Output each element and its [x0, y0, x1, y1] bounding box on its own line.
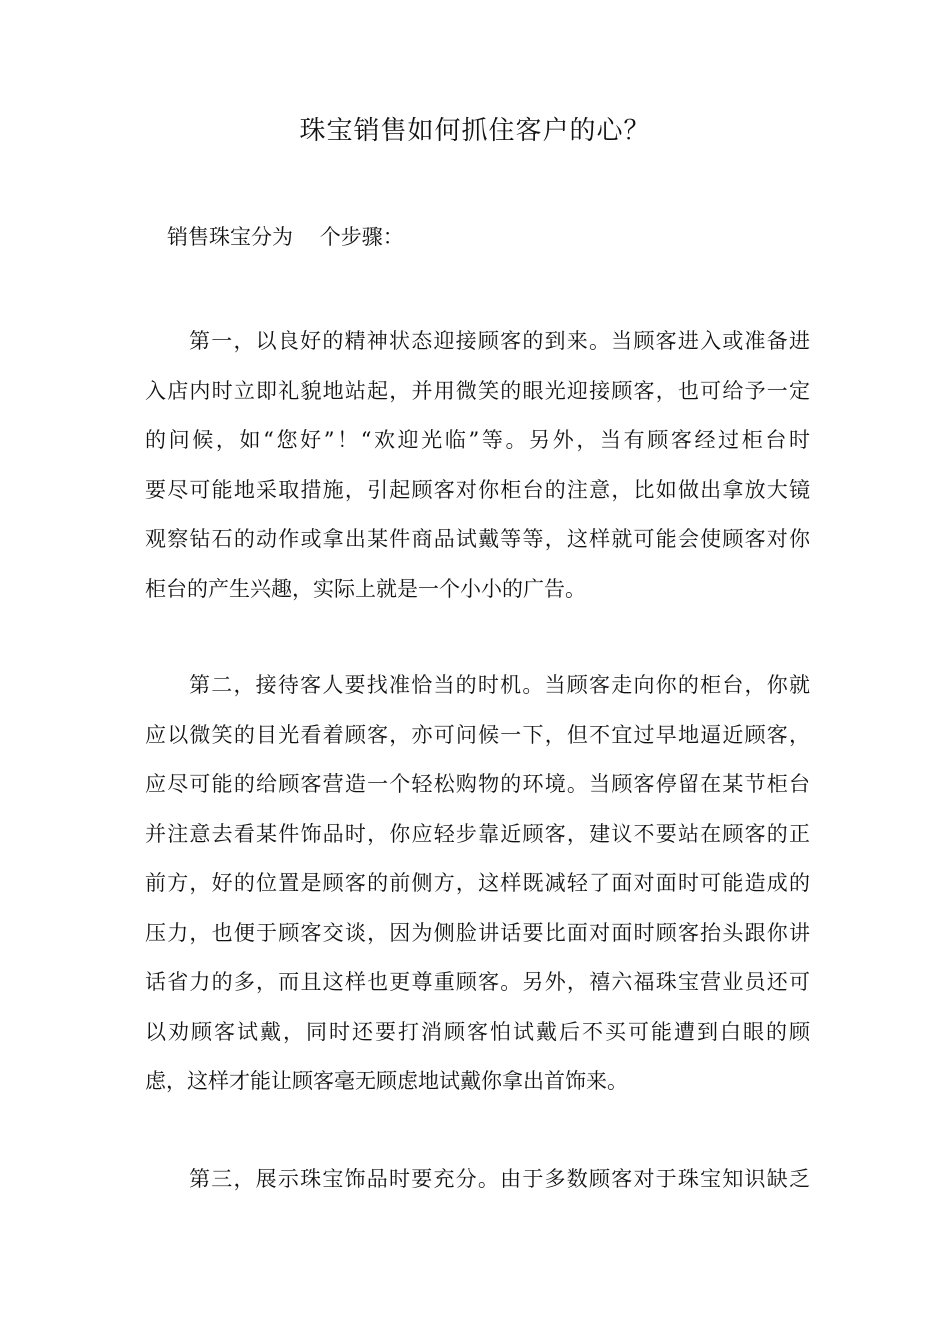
- paragraph-line: 以劝顾客试戴，同时还要打消顾客怕试戴后不买可能遭到白眼的顾: [145, 1019, 810, 1044]
- paragraph-line: 前方，好的位置是顾客的前侧方，这样既减轻了面对面时可能造成的: [145, 871, 810, 895]
- paragraph-line: 压力，也便于顾客交谈，因为侧脸讲话要比面对面时顾客抬头跟你讲: [145, 920, 810, 945]
- paragraph-2: [145, 661, 810, 1107]
- paragraph-line: 并注意去看某件饰品时，你应轻步靠近顾客，建议不要站在顾客的正: [145, 821, 810, 846]
- paragraph-line: 柜台的产生兴趣，实际上就是一个小小的广告。: [145, 576, 586, 601]
- paragraph-line: 应以微笑的目光看着顾客，亦可问候一下，但不宜过早地逼近顾客，: [145, 722, 810, 747]
- paragraph-line: 虑，这样才能让顾客毫无顾虑地试戴你拿出首饰来。: [145, 1069, 628, 1093]
- paragraph-line: 观察钻石的动作或拿出某件商品试戴等等，这样就可能会使顾客对你: [145, 527, 810, 551]
- paragraph-line: 应尽可能的给顾客营造一个轻松购物的环境。当顾客停留在某节柜台: [145, 772, 810, 796]
- paragraph-line: 要尽可能地采取措施，引起顾客对你柜台的注意，比如做出拿放大镜: [145, 477, 810, 502]
- paragraph-line: 的问候，如“您好”！“欢迎光临”等。另外，当有顾客经过柜台时: [145, 428, 810, 452]
- intro-line: 销售珠宝分为 个步骤：: [167, 225, 404, 249]
- document-title: 珠宝销售如何抓住客户的心？: [299, 116, 651, 146]
- paragraph-line: 第三，展示珠宝饰品时要充分。由于多数顾客对于珠宝知识缺乏: [189, 1167, 810, 1191]
- paragraph-line: 第二，接待客人要找准恰当的时机。当顾客走向你的柜台，你就: [189, 673, 810, 697]
- paragraph-line: 话省力的多，而且这样也更尊重顾客。另外，禧六福珠宝营业员还可: [145, 970, 810, 994]
- paragraph-line: 第一，以良好的精神状态迎接顾客的到来。当顾客进入或准备进: [189, 329, 810, 353]
- paragraph-1: [145, 317, 810, 614]
- paragraph-line: 入店内时立即礼貌地站起，并用微笑的眼光迎接顾客，也可给予一定: [145, 378, 810, 403]
- paragraph-3: [145, 1155, 810, 1205]
